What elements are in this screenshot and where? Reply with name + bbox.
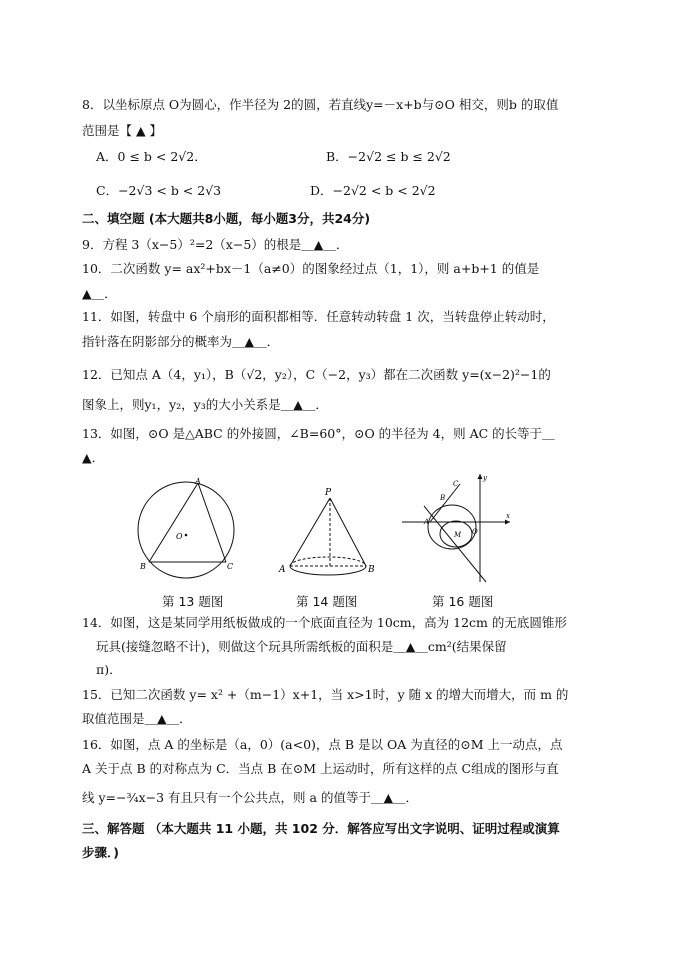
q8-option-a: A．0 ≤ b < 2√2．	[96, 149, 207, 164]
q11-line1: 11．如图，转盘中 6 个扇形的面积都相等．任意转动转盘 1 次，当转盘停止转动时，	[82, 309, 555, 324]
q8-line1: 8．以坐标原点 O为圆心，作半径为 2的圆，若直线y=－x+b与⊙O 相交，则b 的取值	[82, 97, 559, 112]
q14-line2: 玩具(接缝忽略不计)，则做这个玩具所需纸板的面积是＿▲＿cm²(结果保留	[96, 639, 507, 654]
q11-line2: 指针落在阴影部分的概率为＿▲＿．	[82, 334, 280, 349]
fig13-caption: 第 13 题图	[162, 594, 224, 609]
fig16-label-a: A	[424, 518, 430, 526]
fig16-label-o: O	[472, 528, 478, 536]
q16-line1: 16．如图，点 A 的坐标是（a，0）(a<0)，点 B 是以 OA 为直径的⊙M 上一动点，点	[82, 737, 563, 752]
q14-line3: π)．	[96, 662, 122, 677]
fig16-label-c: C	[453, 480, 459, 488]
fig14-caption: 第 14 题图	[296, 594, 358, 609]
fig14-label-b: B	[368, 565, 375, 575]
q16-line3: 线 y=−¾x−3 有且只有一个公共点，则 a 的值等于＿▲＿．	[82, 790, 419, 805]
fig16-label-y: y	[483, 474, 487, 482]
fig13-label-o: O	[176, 532, 183, 541]
q12-line2: 图象上，则y₁，y₂，y₃的大小关系是＿▲＿．	[82, 397, 328, 412]
q14-line1: 14．如图，这是某同学用纸板做成的一个底面直径为 10cm，高为 12cm 的无底圆锥形	[82, 615, 567, 630]
q8-option-c: C．−2√3 < b < 2√3	[96, 183, 222, 198]
figure-14	[278, 484, 378, 584]
figure-13	[134, 476, 246, 588]
q10-line2: ▲＿．	[82, 286, 117, 301]
q15-line1: 15．已知二次函数 y= x² +（m−1）x+1，当 x>1时，y 随 x 的增大而增大，而 m 的	[82, 687, 569, 702]
q8-line2: 范围是【 ▲ 】	[82, 123, 163, 138]
section2-heading: 二、填空题 (本大题共8小题，每小题3分，共24分)	[82, 211, 371, 226]
fig13-label-a: A	[195, 477, 201, 486]
section3-line2: 步骤．)	[82, 845, 119, 860]
figure-16	[400, 470, 516, 590]
q13-line2: ▲．	[82, 450, 105, 465]
q15-line2: 取值范围是＿▲＿．	[82, 711, 192, 726]
fig16-label-m: M	[454, 531, 462, 539]
fig14-label-a: A	[279, 565, 286, 575]
q12-line1: 12．已知点 A（4，y₁），B（√2，y₂），C（−2，y₃）都在二次函数 y=(x−2)²−1的	[82, 367, 551, 382]
section3-line1: 三、解答题 （本大题共 11 小题，共 102 分．解答应写出文字说明、证明过程或演算	[82, 821, 560, 836]
fig16-label-b: B	[440, 494, 446, 502]
fig16-label-x: x	[506, 512, 510, 520]
q8-option-b: B．−2√2 ≤ b ≤ 2√2	[326, 149, 451, 164]
q16-line2: A 关于点 B 的对称点为 C．当点 B 在⊙M 上运动时，所有这样的点 C组成的图形与直	[82, 761, 559, 776]
q8-option-d: D．−2√2 < b < 2√2	[310, 183, 436, 198]
fig13-label-b: B	[140, 562, 146, 571]
fig16-caption: 第 16 题图	[432, 594, 494, 609]
q9-text: 9．方程 3（x−5）²=2（x−5）的根是＿▲＿．	[82, 237, 349, 252]
fig14-label-p: P	[325, 488, 332, 498]
fig13-label-c: C	[227, 562, 234, 571]
q13-line1: 13．如图，⊙O 是△ABC 的外接圆，∠B=60°，⊙O 的半径为 4，则 AC 的长等于＿	[82, 426, 555, 441]
q10-line1: 10．二次函数 y= ax²+bx－1（a≠0）的图象经过点（1，1），则 a+b+1 的值是	[82, 261, 540, 276]
